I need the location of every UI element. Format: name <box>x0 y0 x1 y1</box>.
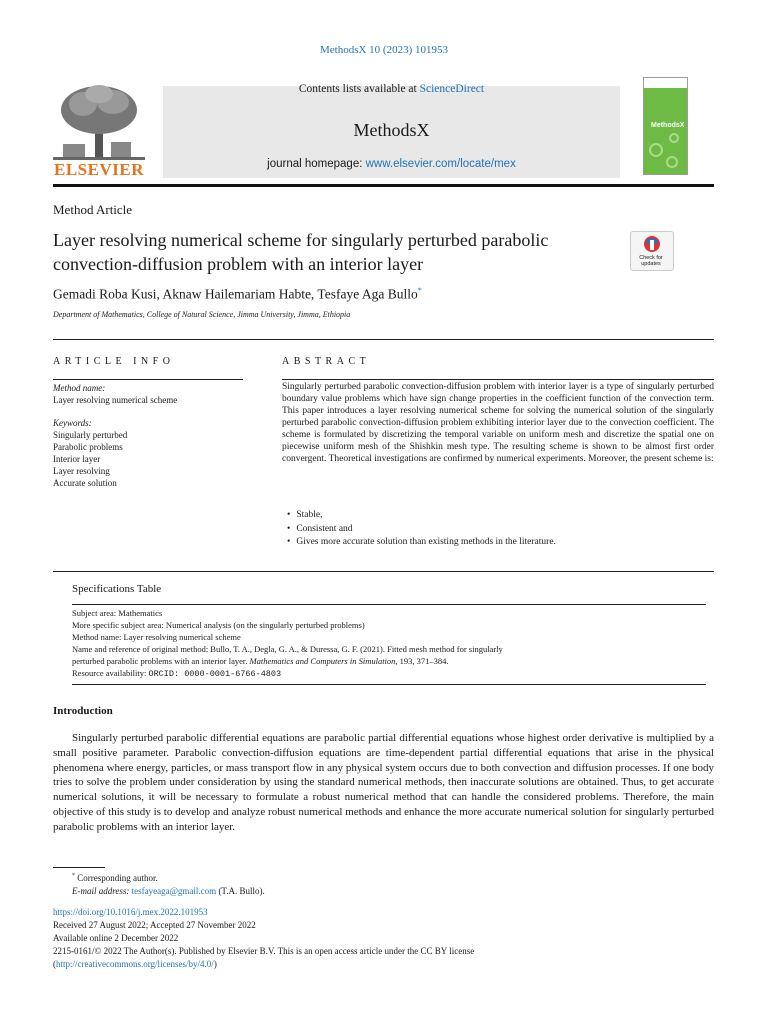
footnote: * Corresponding author. E-mail address: tesfayeaga@gmail.com (T.A. Bullo). <box>72 873 265 896</box>
keyword-item: Singularly perturbed <box>53 430 128 440</box>
specifications-table <box>72 607 706 680</box>
reference-journal: Mathematics and Computers in Simulation <box>249 656 396 666</box>
contents-line: Contents lists available at ScienceDirect <box>298 83 485 95</box>
footnote-rule <box>53 867 105 868</box>
header-divider <box>53 184 714 187</box>
corresponding-author-note: Corresponding author. <box>77 873 158 883</box>
section-divider <box>53 571 714 572</box>
article-info-rule <box>53 379 243 380</box>
article-type: Method Article <box>53 202 133 217</box>
introduction-heading: Introduction <box>53 705 113 717</box>
keyword-item: Accurate solution <box>53 478 117 488</box>
orcid-value: ORCID: 0000-0001-6766-4803 <box>148 669 282 679</box>
corresponding-author-mark[interactable]: * <box>417 286 422 295</box>
publisher-logo-text: ELSEVIER <box>54 160 144 179</box>
method-name-value: Layer resolving numerical scheme <box>53 395 178 405</box>
journal-name: MethodsX <box>353 120 430 140</box>
author-list: Gemadi Roba Kusi, Aknaw Hailemariam Habte, Tesfaye Aga Bullo* <box>53 286 422 302</box>
spec-method-name: Method name: Layer resolving numerical scheme <box>72 632 241 642</box>
sciencedirect-link[interactable]: ScienceDirect <box>419 83 485 95</box>
abstract-rule <box>282 379 714 380</box>
journal-reference[interactable]: MethodsX 10 (2023) 101953 <box>319 44 449 56</box>
bullet-item: • Stable, <box>287 509 556 523</box>
received-dates: Received 27 August 2022; Accepted 27 November 2022 <box>53 920 256 930</box>
abstract-heading: ABSTRACT <box>282 356 371 367</box>
spec-resource: Resource availability: ORCID: 0000-0001-6766-4803 <box>72 668 282 679</box>
copyright-line: 2215-0161/© 2022 The Author(s). Published by Elsevier B.V. This is an open access article under the CC BY license <box>53 946 475 956</box>
article-info-block <box>53 382 177 489</box>
spec-reference-line: perturbed parabolic problems with an interior layer. Mathematics and Computers in Simulation, 193, 371–384. <box>72 656 449 666</box>
spec-specific-area: More specific subject area: Numerical analysis (on the singularly perturbed problems) <box>72 620 365 630</box>
affiliation: Department of Mathematics, College of Natural Science, Jimma University, Jimma, Ethiopia <box>53 310 351 319</box>
keywords-label: Keywords: <box>53 418 92 428</box>
doi-link[interactable]: https://doi.org/10.1016/j.mex.2022.101953 <box>53 907 208 917</box>
spec-table-top-rule <box>72 604 706 605</box>
journal-homepage: journal homepage: www.elsevier.com/locate/mex <box>267 158 516 170</box>
cover-title: MethodsX <box>651 122 685 129</box>
article-info-heading: ARTICLE INFO <box>53 356 175 367</box>
section-divider <box>53 339 714 340</box>
abstract-bullets <box>287 509 556 550</box>
footnote-mark: * <box>72 873 75 879</box>
article-title: Layer resolving numerical scheme for singularly perturbed parabolic convection-diffusion problem with an interior layer <box>53 230 549 274</box>
method-name-label: Method name: <box>53 383 106 393</box>
keyword-item: Interior layer <box>53 454 101 464</box>
bullet-item: • Gives more accurate solution than existing methods in the literature. <box>287 536 556 550</box>
spec-reference-line: Name and reference of original method: Bullo, T. A., Degla, G. A., & Duressa, G. F. (2021). Fitted mesh method for singularly <box>72 644 503 654</box>
introduction-paragraph: Singularly perturbed parabolic differential equations are parabolic partial differential equations whose highest order derivative is multiplied by a small positive parameter. Parabolic convection-diffusion equations are time-dependent partial differential equations that arise in the physical phenomena where energy, particles, or mass transport flow in any physical system occurs due to both convection and diffusion processes. If one body tries to solve the problem under consideration by using the standard numerical methods, then inaccurate solutions are obtained. Thus, to get accurate numerical solutions, it will be necessary to formulate a robust numerical method that can handle the considered problems. Therefore, the main objective of this study is to develop and analyze robust numerical methods and enhance the more accurate numerical solution for singularly perturbed parabolic problems with an interior layer. <box>53 732 714 833</box>
license-link[interactable]: http://creativecommons.org/licenses/by/4.0/ <box>56 959 214 969</box>
bullet-item: • Consistent and <box>287 523 556 537</box>
spec-table-bottom-rule <box>72 684 706 685</box>
abstract-text: Singularly perturbed parabolic convection-diffusion problem with interior layer is a type of singularly perturbed boundary value problems which have sign change properties in the coefficient function of the convection term. This paper introduces a layer resolving numerical scheme for solving the numerical solution of the singularly perturbed parabolic convection-diffusion problem exhibiting interior layer due to the convection coefficient. The scheme is formulated by discretizing the temporal variable on uniform mesh and discretize the spatial one on piecewise uniform mesh of the Shishkin mesh type. The resulting scheme is shown to be almost first order convergent. Theoretical investigations are confirmed by numerical experiments. Moreover, the present scheme is: <box>282 382 714 464</box>
keyword-item: Parabolic problems <box>53 442 123 452</box>
crossmark-label: Check for updates <box>639 255 663 267</box>
specifications-title: Specifications Table <box>72 583 162 595</box>
keyword-item: Layer resolving <box>53 466 110 476</box>
spec-subject-area: Subject area: Mathematics <box>72 608 163 618</box>
homepage-link[interactable]: www.elsevier.com/locate/mex <box>365 158 516 170</box>
email-link[interactable]: tesfayeaga@gmail.com <box>131 886 217 896</box>
publication-info: https://doi.org/10.1016/j.mex.2022.101953 Received 27 August 2022; Accepted 27 November 2022 Available online 2 December 2022 2215-0161/© 2022 The Author(s). Published by Elsevier B.V. This is an open access article under the CC BY license (http://creativecommons.org/licenses/by/4.0/) <box>53 907 475 969</box>
available-online: Available online 2 December 2022 <box>53 933 179 943</box>
